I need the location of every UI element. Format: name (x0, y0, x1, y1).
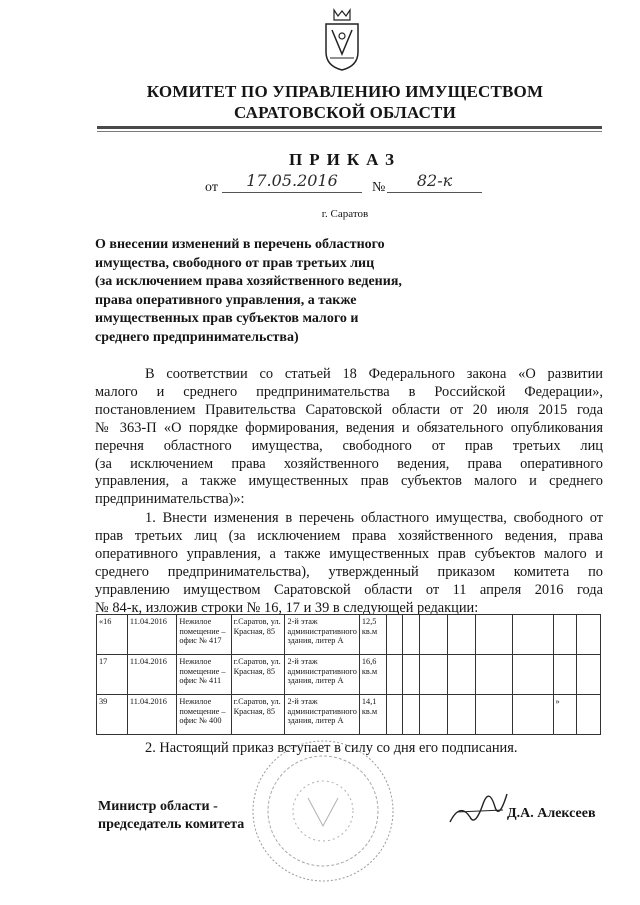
table-cell-empty (513, 695, 553, 735)
body-line: среднего предпринимательства), утвержденный приказом комитета по (95, 563, 603, 580)
body-line: управлению имуществом Саратовской области от 11 апреля 2016 года (95, 581, 603, 598)
handwritten-signature-icon (445, 782, 515, 832)
table-cell-address: г.Саратов, ул. Красная, 85 (231, 655, 285, 695)
body-line: 1. Внести изменения в перечень областного имущества, свободного от (145, 510, 603, 526)
table-cell-location: 2-й этаж административного здания, литер А (285, 695, 359, 735)
header-divider-thick (97, 126, 602, 129)
body-line: управления, а также имущественных прав субъектов малого и среднего (95, 473, 603, 490)
table-cell-address: г.Саратов, ул. Красная, 85 (231, 615, 285, 655)
city-label: г. Саратов (321, 208, 369, 220)
table-row (97, 655, 601, 695)
body-line: прав третьих лиц (за исключением права хозяйственного ведения, права (95, 527, 603, 544)
table-cell-empty (577, 655, 601, 695)
table-cell-empty (475, 655, 512, 695)
table-cell-empty (447, 655, 475, 695)
subject-line: среднего предпринимательства) (95, 329, 299, 345)
body-line: В соответствии со статьей 18 Федерального закона «О развитии (145, 366, 603, 382)
body-line: (за исключением права хозяйственного ведения, права оперативного (95, 455, 603, 472)
table-cell-date: 11.04.2016 (127, 615, 176, 655)
body-paragraph-preamble (95, 366, 603, 509)
body-line: № 363-П «О порядке формирования, ведения и обязательного опубликования (95, 419, 603, 436)
signatory-name: Д.А. Алексеев (507, 806, 596, 821)
table-cell-location: 2-й этаж административного здания, литер А (285, 615, 359, 655)
order-title: ПРИКАЗ (289, 150, 401, 169)
body-line: перечня областного имущества, свободного от прав третьих лиц (95, 437, 603, 454)
signatory-title-line1: Министр области - (98, 799, 218, 814)
table-cell-empty (403, 615, 419, 655)
table-cell-empty (419, 695, 447, 735)
table-cell-area: 12,5 кв.м (359, 615, 386, 655)
table-cell-closing-quote: » (553, 695, 577, 735)
table-cell-number: 17 (97, 655, 128, 695)
table-cell-number: 39 (97, 695, 128, 735)
body-paragraph-item1 (95, 510, 603, 617)
table-cell-empty (403, 655, 419, 695)
body-line: № 84-к, изложив строки № 16, 17 и 39 в следующей редакции: (95, 599, 479, 616)
table-cell-empty (513, 655, 553, 695)
number-label: № (372, 180, 386, 195)
table-cell-location: 2-й этаж административного здания, литер А (285, 655, 359, 695)
table-cell-empty (403, 695, 419, 735)
organization-name-line1: КОМИТЕТ ПО УПРАВЛЕНИЮ ИМУЩЕСТВОМ (146, 82, 544, 101)
body-line: предпринимательства)»: (95, 491, 245, 508)
body-line: малого и среднего предпринимательства в Российской Федерации», (95, 383, 603, 400)
coat-of-arms-icon (320, 8, 364, 72)
organization-name-line2: САРАТОВСКОЙ ОБЛАСТИ (233, 103, 457, 122)
subject-line: права оперативного управления, а также (95, 292, 357, 308)
table-cell-empty (387, 695, 403, 735)
subject-line: О внесении изменений в перечень областного (95, 237, 385, 252)
subject-line: имущества, свободного от прав третьих лиц (95, 255, 375, 271)
body-line: оперативного управления, а также имущественных прав субъектов малого и (95, 545, 603, 562)
table-cell-number: «16 (97, 615, 128, 655)
table-cell-date: 11.04.2016 (127, 695, 176, 735)
signatory-title (98, 798, 244, 834)
signatory-title-line2: председатель комитета (98, 817, 245, 832)
body-paragraph-item2: 2. Настоящий приказ вступает в силу со дня его подписания. (145, 740, 518, 756)
table-cell-type: Нежилое помещение – офис № 411 (177, 655, 231, 695)
body-line: постановлением Правительства Саратовской области от 20 июля 2015 года (95, 401, 603, 418)
date-label: от (205, 180, 218, 195)
table-cell-address: г.Саратов, ул. Красная, 85 (231, 695, 285, 735)
subject-line: (за исключением права хозяйственного ведения, (95, 274, 402, 290)
table-cell-empty (513, 615, 553, 655)
table-cell-empty (577, 695, 601, 735)
table-cell-date: 11.04.2016 (127, 655, 176, 695)
table-cell-empty (419, 655, 447, 695)
table-cell-empty (577, 615, 601, 655)
table-row (97, 615, 601, 655)
table-cell-area: 16,6 кв.м (359, 655, 386, 695)
table-cell-empty (553, 615, 577, 655)
header-divider-thin (97, 131, 602, 132)
table-cell-empty (387, 615, 403, 655)
property-table (96, 614, 601, 735)
table-cell-empty (447, 695, 475, 735)
order-subject (95, 236, 455, 348)
handwritten-date: 17.05.2016 (222, 170, 362, 193)
table-cell-empty (447, 615, 475, 655)
table-cell-type: Нежилое помещение – офис № 417 (177, 615, 231, 655)
table-row (97, 695, 601, 735)
table-cell-type: Нежилое помещение – офис № 400 (177, 695, 231, 735)
table-cell-empty (475, 615, 512, 655)
subject-line: имущественных прав субъектов малого и (95, 311, 359, 327)
table-cell-empty (419, 615, 447, 655)
table-cell-empty (387, 655, 403, 695)
table-cell-area: 14,1 кв.м (359, 695, 386, 735)
official-seal-icon (248, 736, 398, 886)
table-cell-empty (553, 655, 577, 695)
handwritten-order-number: 82-к (387, 170, 482, 193)
table-cell-empty (475, 695, 512, 735)
